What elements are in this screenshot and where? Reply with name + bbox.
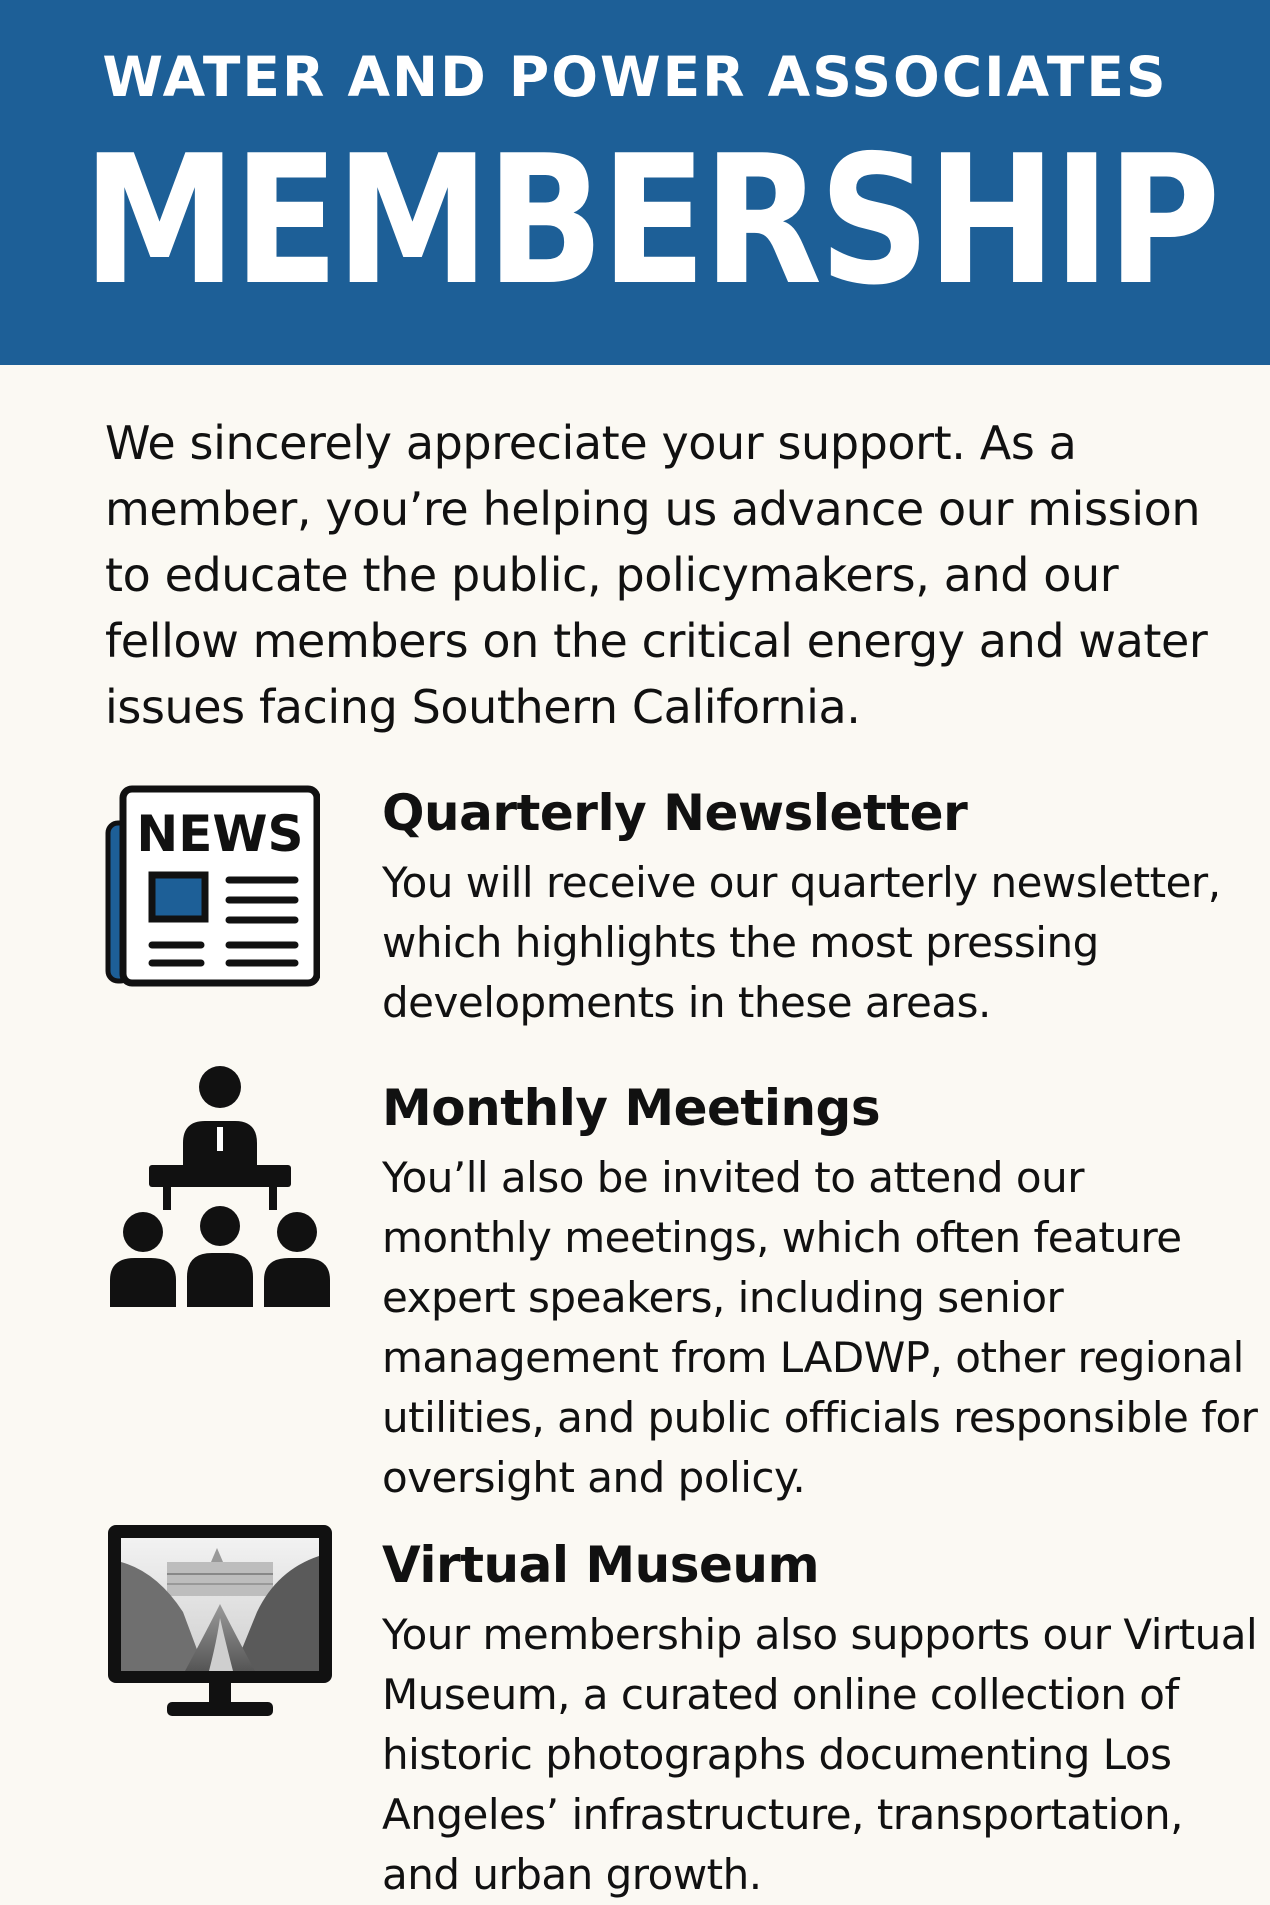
museum-heading: Virtual Museum bbox=[382, 1536, 820, 1594]
meeting-icon bbox=[105, 1065, 335, 1310]
meetings-description: You’ll also be invited to attend our monthly meetings, which often feature expert speakers, including senior management from LADWP, other regional utilities, and public officials responsible for oversight and policy. bbox=[382, 1153, 1258, 1502]
intro-paragraph: We sincerely appreciate your support. As a member, you’re helping us advance our mission to educate the public, policymakers, and our fellow members on the critical energy and water issues facing Southern California. bbox=[105, 416, 1208, 734]
meetings-heading: Monthly Meetings bbox=[382, 1079, 881, 1137]
page-title: MEMBERSHIP bbox=[82, 117, 1218, 324]
newsletter-description: You will receive our quarterly newsletter, which highlights the most pressing developments in these areas. bbox=[382, 858, 1221, 1027]
newspaper-icon-label: NEWS bbox=[136, 805, 304, 863]
header-banner bbox=[0, 0, 1270, 365]
newspaper-icon bbox=[105, 785, 320, 991]
newsletter-heading: Quarterly Newsletter bbox=[382, 784, 968, 842]
museum-description: Your membership also supports our Virtual Museum, a curated online collection of historic photographs documenting Los Angeles’ infrastructure, transportation, and urban growth. bbox=[382, 1610, 1258, 1899]
organization-name: WATER AND POWER ASSOCIATES bbox=[102, 45, 1168, 109]
monitor-museum-icon bbox=[105, 1522, 335, 1725]
